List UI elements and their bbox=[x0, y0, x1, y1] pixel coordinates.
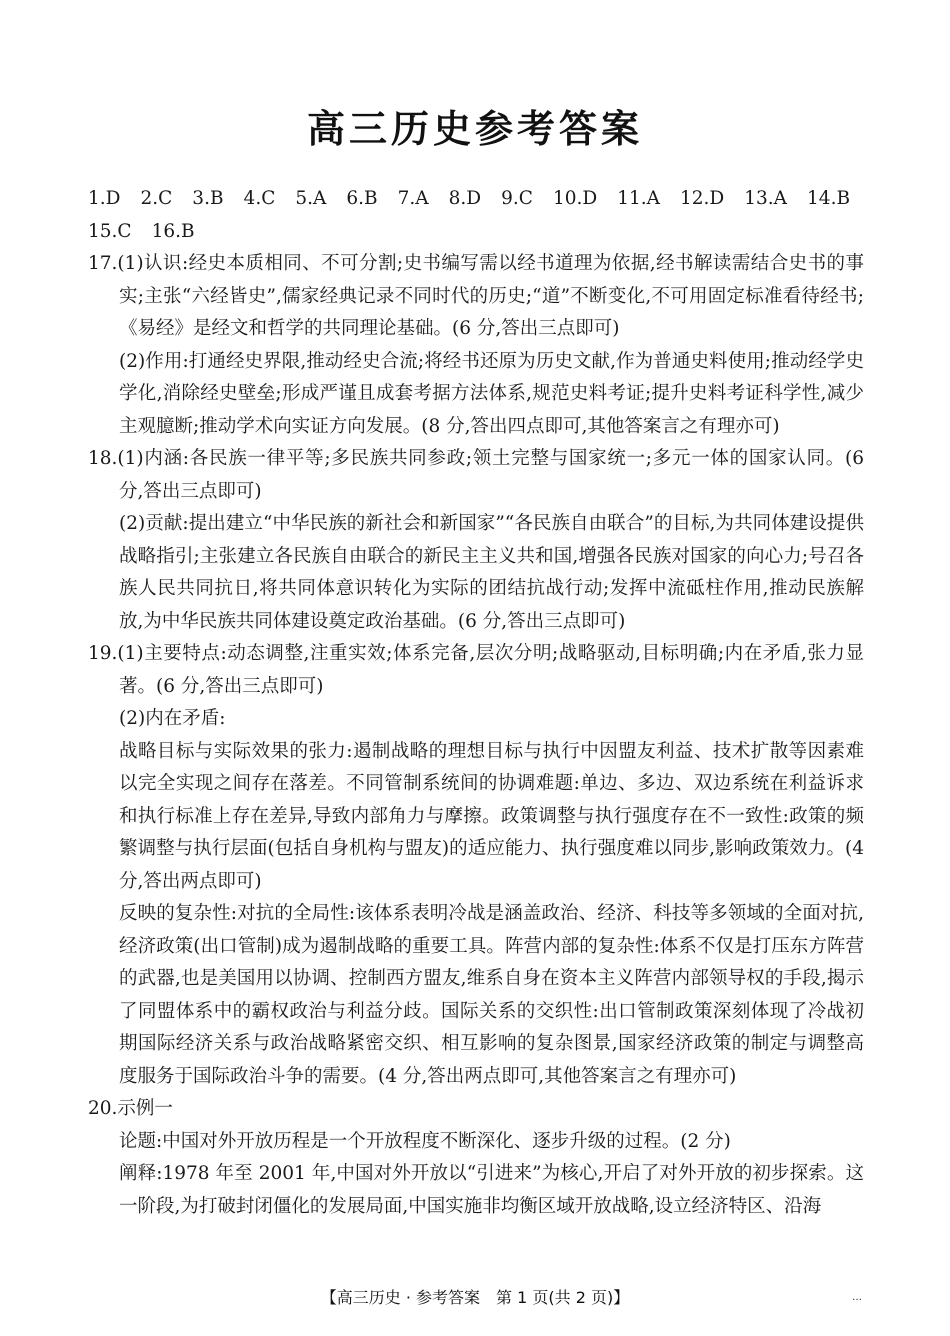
choice-answer: 11.A bbox=[617, 188, 660, 209]
choice-answer: 12.D bbox=[679, 188, 725, 209]
choice-answer: 3.B bbox=[192, 188, 224, 209]
q18-part1: 18.(1)内涵:各民族一律平等;多民族共同参政;领土完整与国家统一;多元一体的国家认同。(6 分,答出三点即可) bbox=[88, 448, 864, 502]
q19-part2-heading: (2)内在矛盾: bbox=[119, 708, 226, 729]
q17-part2: (2)作用:打通经史界限,推动经史合流;将经书还原为历史文献,作为普通史料使用;推动经学史学化,消除经史壁垒;形成严谨且成套考据方法体系,规范史料考证;提升史料考证科学性,减少主观臆断;推动学术向实证方向发展。(8 分,答出四点即可,其他答案言之有理亦可) bbox=[119, 350, 864, 437]
choice-answer: 4.C bbox=[243, 188, 276, 209]
choice-answer: 14.B bbox=[807, 188, 851, 209]
choice-answers-line-2 bbox=[88, 216, 864, 249]
choice-answer: 13.A bbox=[744, 188, 788, 209]
page-title: 高三历史参考答案 bbox=[306, 107, 643, 151]
choice-answer: 15.C bbox=[88, 220, 132, 242]
q19-contradictions: 战略目标与实际效果的张力:遏制战略的理想目标与执行中因盟友利益、技术扩散等因素难以完全实现之间存在落差。不同管制系统间的协调难题:单边、多边、双边系统在利益诉求和执行标准上存在差异,导致内部角力与摩擦。政策调整与执行强度存在不一致性:政策的频繁调整与执行层面(包括自身机构与盟友)的适应能力、执行强度难以同步,影响政策效力。(4 分,答出两点即可) bbox=[119, 740, 864, 892]
choice-answer: 8.D bbox=[448, 188, 482, 209]
choice-answer: 2.C bbox=[140, 188, 173, 209]
q20-heading: 20.示例一 bbox=[88, 1098, 173, 1119]
q18-part2: (2)贡献:提出建立“中华民族的新社会和新国家”“各民族自由联合”的目标,为共同体建设提供战略指引;主张建立各民族自由联合的新民主主义共和国,增强各民族对国家的向心力;号召各族人民共同抗日,将共同体意识转化为实际的团结抗战行动;发挥中流砥柱作用,推动民族解放,为中华民族共同体建设奠定政治基础。(6 分,答出三点即可) bbox=[119, 513, 864, 632]
q17-part1: 17.(1)认识:经史本质相同、不可分割;史书编写需以经书道理为依据,经书解读需结合史书的事实;主张“六经皆史”,儒家经典记录不同时代的历史;“道”不断变化,不可用固定标准看待经书;《易经》是经文和哲学的共同理论基础。(6 分,答出三点即可) bbox=[88, 253, 864, 339]
choice-answer: 1.D bbox=[88, 188, 121, 209]
q20-explanation: 阐释:1978 年至 2001 年,中国对外开放以“引进来”为核心,开启了对外开放的初步探索。这一阶段,为打破封闭僵化的发展局面,中国实施非均衡区域开放战略,设立经济特区、沿海 bbox=[119, 1163, 864, 1217]
choice-answers-line-1 bbox=[88, 183, 864, 216]
choice-answer: 10.D bbox=[552, 188, 598, 209]
choice-answer: 5.A bbox=[295, 188, 327, 209]
corner-mark: … bbox=[852, 1292, 862, 1303]
choice-answer: 7.A bbox=[397, 188, 429, 209]
answer-content bbox=[88, 183, 864, 1223]
q20-thesis: 论题:中国对外开放历程是一个开放程度不断深化、逐步升级的过程。(2 分) bbox=[119, 1130, 731, 1152]
page-footer: 【高三历史 · 参考答案 第 1 页(共 2 页)】 bbox=[320, 1288, 630, 1307]
q19-complexity: 反映的复杂性:对抗的全局性:该体系表明冷战是涵盖政治、经济、科技等多领域的全面对抗,经济政策(出口管制)成为遏制战略的重要工具。阵营内部的复杂性:体系不仅是打压东方阵营的武器,也是美国用以协调、控制西方盟友,维系自身在资本主义阵营内部领导权的手段,揭示了同盟体系中的霸权政治与利益分歧。国际关系的交织性:出口管制政策深刻体现了冷战初期国际经济关系与政治战略紧密交织、相互影响的复杂图景,国家经济政策的制定与调整高度服务于国际政治斗争的需要。(4 分,答出两点即可,其他答案言之有理亦可) bbox=[119, 903, 864, 1087]
choice-answer: 6.B bbox=[346, 188, 378, 209]
choice-answer: 16.B bbox=[151, 220, 195, 242]
choice-answer: 9.C bbox=[501, 188, 533, 209]
q19-part1: 19.(1)主要特点:动态调整,注重实效;体系完备,层次分明;战略驱动,目标明确;内在矛盾,张力显著。(6 分,答出三点即可) bbox=[88, 643, 864, 697]
